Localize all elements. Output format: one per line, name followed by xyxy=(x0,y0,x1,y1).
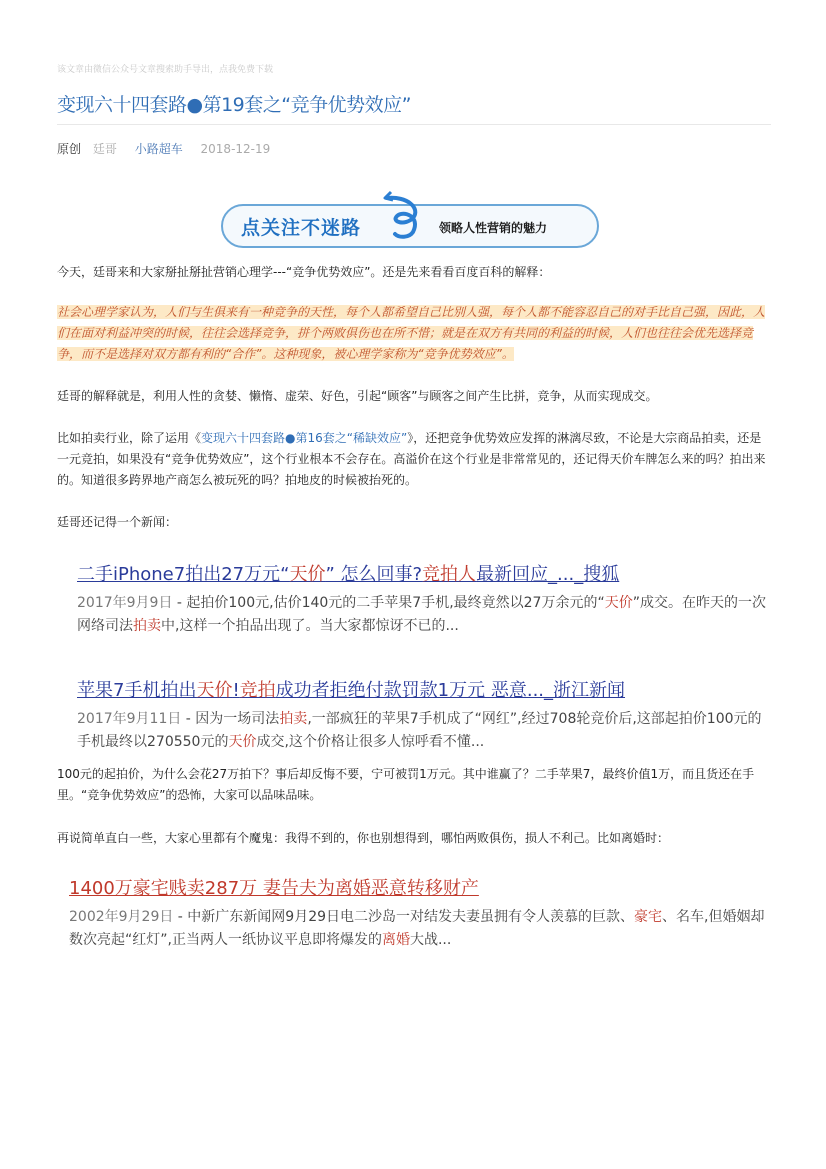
article-16-link[interactable]: 变现六十四套路●第16套之“稀缺效应” xyxy=(201,431,408,445)
swirl-arrow-icon xyxy=(377,186,437,250)
news-screenshot-2 xyxy=(57,676,771,754)
banner-left-text: 点关注不迷路 xyxy=(241,217,362,239)
publish-date: 2018-12-19 xyxy=(200,142,271,156)
after-news-paragraph: 100元的起拍价，为什么会花27万拍下？事后却反悔不要，宁可被罚1万元。其中谁赢了？二手苹果7，最终价值1万，而且货还在手里。“竞争优势效应”的恐怖，大家可以品味品味。 xyxy=(57,767,755,802)
news-1-snippet xyxy=(77,592,771,638)
news-1-body-c: ”成交。在昨天的一次网络司法 xyxy=(77,595,766,634)
news-1-date: 2017年9月9日 xyxy=(77,595,173,611)
export-source-note[interactable]: 该文章由微信公众号文章搜索助手导出，点我免费下载 xyxy=(57,65,274,75)
author-name: 廷哥 xyxy=(92,142,117,156)
news-3-body-c: 、名车,但婚姻却数次亮起“红灯”,正当两人一纸协议平息即将爆发的 xyxy=(69,909,765,948)
news-2-body-a: - 因为一场司法 xyxy=(181,711,280,727)
news-1-title-c: ” 怎么回事? xyxy=(325,564,423,585)
news-2-snippet xyxy=(77,708,771,754)
intro-paragraph: 今天，廷哥来和大家掰扯掰扯营销心理学---“竞争优势效应”。还是先来看看百度百科的解释： xyxy=(57,265,551,279)
news-2-date: 2017年9月11日 xyxy=(77,711,182,727)
banner-right-text: 领略人性营销的魅力 xyxy=(439,221,548,235)
news-2-title-c: ! xyxy=(232,680,240,701)
news-1-body-e: 中,这样一个拍品出现了。当大家都惊讶不已的... xyxy=(161,618,459,634)
news-1-body-d: 拍卖 xyxy=(133,618,161,634)
news-3-title: 1400万豪宅贱卖287万 妻告夫为离婚恶意转移财产 xyxy=(69,878,479,899)
news-2-title-a: 苹果7手机拍出 xyxy=(77,680,197,701)
news-3-body-d: 离婚 xyxy=(381,932,410,948)
auction-text-pre: 比如拍卖行业，除了运用《 xyxy=(57,431,202,445)
news-3-body-a: - 中新广东新闻网9月29日电二沙岛一对结发夫妻虽拥有令人羡慕的巨款、 xyxy=(173,909,635,925)
news-intro-paragraph: 廷哥还记得一个新闻： xyxy=(57,515,178,529)
news-3-date: 2002年9月29日 xyxy=(69,909,174,925)
auction-text-post: 》，还把竞争优势效应发挥的淋漓尽致，不论是大宗商品拍卖，还是一元竞拍，如果没有“竞争优势效应”，这个行业根本不会存在。高溢价在这个行业是非常常见的，还记得天价车牌怎么来的吗？拍出来的。知道很多跨界地产商怎么被玩死的吗？拍地皮的时候被抬死的。 xyxy=(57,431,766,487)
news-3-body-b: 豪宅 xyxy=(634,909,663,925)
news-1-title-a: 二手iPhone7拍出27万元“ xyxy=(77,564,290,585)
news-screenshot-3 xyxy=(57,874,771,952)
news-2-body-b: 拍卖 xyxy=(279,711,308,727)
baike-quote xyxy=(57,302,771,365)
news-3-body-e: 大战... xyxy=(409,932,452,948)
original-badge: 原创 xyxy=(57,142,82,156)
divorce-intro-paragraph: 再说简单直白一些，大家心里都有个魔鬼：我得不到的，你也别想得到，哪怕两败俱伤，损人不利己。比如离婚时： xyxy=(57,831,670,845)
news-1-title-b: 天价 xyxy=(289,564,326,585)
news-2-title-e: 成功者拒绝付款罚款1万元 恶意..._浙江新闻 xyxy=(275,680,626,701)
article-title: 变现六十四套路●第19套之“竞争优势效应” xyxy=(57,94,411,116)
explain-paragraph: 廷哥的解释就是，利用人性的贪婪、懒惰、虚荣、好色，引起“顾客”与顾客之间产生比拼，竞争，从而实现成交。 xyxy=(57,389,658,403)
follow-banner xyxy=(217,186,603,250)
auction-paragraph xyxy=(57,428,771,491)
news-screenshot-1 xyxy=(57,560,771,638)
account-link[interactable]: 小路超车 xyxy=(134,142,183,156)
news-2-body-c: ,一部疯狂的苹果7手机成了“网红”,经过708轮竞价后,这部起拍价100元的手机最终以270550元的 xyxy=(77,711,762,750)
news-1-title xyxy=(77,560,771,586)
news-1-body-a: - 起拍价100元,估价140元的二手苹果7手机,最终竟然以27万余元的“ xyxy=(172,595,605,611)
news-2-title xyxy=(77,676,771,702)
news-1-title-e: 最新回应_..._搜狐 xyxy=(476,564,620,585)
news-2-title-d: 竞拍 xyxy=(239,680,276,701)
baike-quote-text: 社会心理学家认为，人们与生俱来有一种竞争的天性，每个人都希望自己比别人强，每个人都不能容忍自己的对手比自己强，因此，人们在面对利益冲突的时候，往往会选择竞争，拼个两败俱伤也在所不惜；就是在双方有共同的利益的时候，人们也往往会优先选择竞争，而不是选择对双方都有利的“合作”。这种现象，被心理学家称为“竞争优势效应”。 xyxy=(57,305,766,361)
news-2-body-e: 成交,这个价格让很多人惊呼看不懂... xyxy=(256,734,485,750)
article-meta xyxy=(57,140,270,157)
news-2-title-b: 天价 xyxy=(196,680,233,701)
news-1-title-d: 竞拍人 xyxy=(422,564,477,585)
news-2-body-d: 天价 xyxy=(228,734,257,750)
news-3-snippet xyxy=(69,906,771,952)
title-divider xyxy=(57,124,771,125)
news-1-body-b: 天价 xyxy=(604,595,633,611)
